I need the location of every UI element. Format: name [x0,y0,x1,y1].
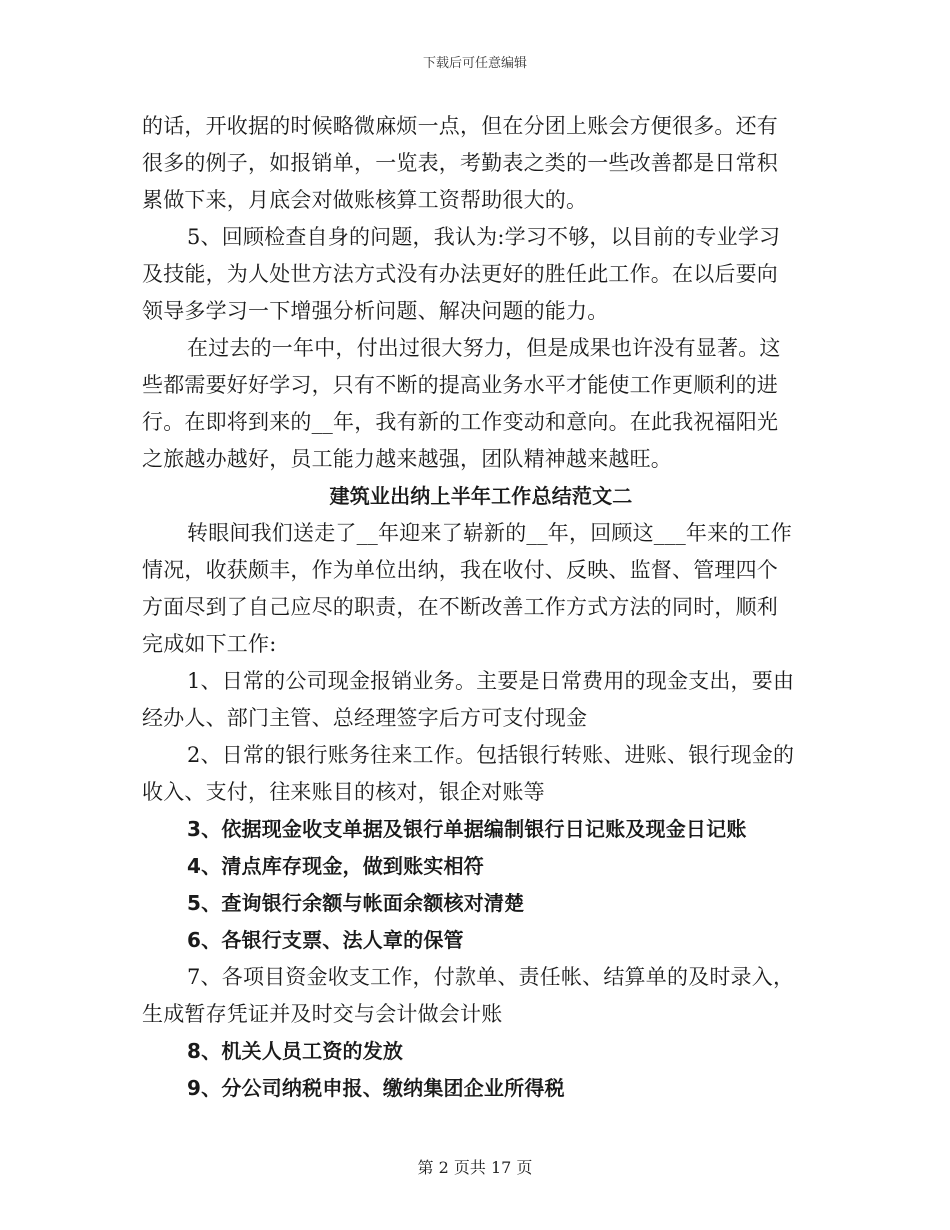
list-item: 2、日常的银行账务往来工作。包括银行转账、进账、银行现金的 [187,743,795,767]
paragraph-line: 之旅越办越好，员工能力越来越强，团队精神越来越旺。 [142,447,672,471]
paragraph-line: 及技能，为人处世方法方式没有办法更好的胜任此工作。在以后要向 [142,262,778,286]
list-item-bold: 9、分公司纳税申报、缴纳集团企业所得税 [187,1076,565,1100]
section-title: 建筑业出纳上半年工作总结范文二 [329,484,633,508]
list-item-continuation: 生成暂存凭证并及时交与会计做会计账 [142,1002,503,1026]
list-item-bold: 3、依据现金收支单据及银行单据编制银行日记账及现金日记账 [187,817,747,841]
header-note: 下载后可任意编辑 [422,56,527,71]
list-item-continuation: 收入、支付，往来账目的核对，银企对账等 [142,780,545,804]
paragraph-line: 完成如下工作: [142,632,277,656]
list-item: 7、各项目资金收支工作，付款单、责任帐、结算单的及时录入， [187,965,795,989]
list-item: 1、日常的公司现金报销业务。主要是日常费用的现金支出，要由 [187,669,795,693]
paragraph-line: 些都需要好好学习，只有不断的提高业务水平才能使工作更顺利的进 [142,373,778,397]
list-item-continuation: 经办人、部门主管、总经理签字后方可支付现金 [142,706,588,730]
paragraph-line: 很多的例子，如报销单，一览表，考勤表之类的一些改善都是日常积 [142,151,778,175]
paragraph-line: 情况，收获颇丰，作为单位出纳，我在收付、反映、监督、管理四个 [142,558,778,582]
document-body [142,108,810,1107]
list-item-bold: 6、各银行支票、法人章的保管 [187,928,464,952]
list-item-bold: 8、机关人员工资的发放 [187,1039,404,1063]
paragraph-line: 转眼间我们送走了__年迎来了崭新的__年，回顾这___年来的工作 [187,521,792,545]
paragraph-line: 方面尽到了自己应尽的职责，在不断改善工作方式方法的同时，顺利 [142,595,778,619]
paragraph-line: 的话，开收据的时候略微麻烦一点，但在分团上账会方便很多。还有 [142,114,778,138]
paragraph-line: 5、回顾检查自身的问题，我认为:学习不够，以目前的专业学习 [187,225,781,249]
paragraph-line: 领导多学习一下增强分析问题、解决问题的能力。 [142,299,609,323]
paragraph-line: 行。在即将到来的__年，我有新的工作变动和意向。在此我祝福阳光 [142,410,779,434]
paragraph-line: 在过去的一年中，付出过很大努力，但是成果也许没有显著。这 [187,336,781,360]
list-item-bold: 5、查询银行余额与帐面余额核对清楚 [187,891,525,915]
list-item-bold: 4、清点库存现金，做到账实相符 [187,854,484,878]
page-number: 第 2 页共 17 页 [417,1158,533,1177]
paragraph-line: 累做下来，月底会对做账核算工资帮助很大的。 [142,188,588,212]
